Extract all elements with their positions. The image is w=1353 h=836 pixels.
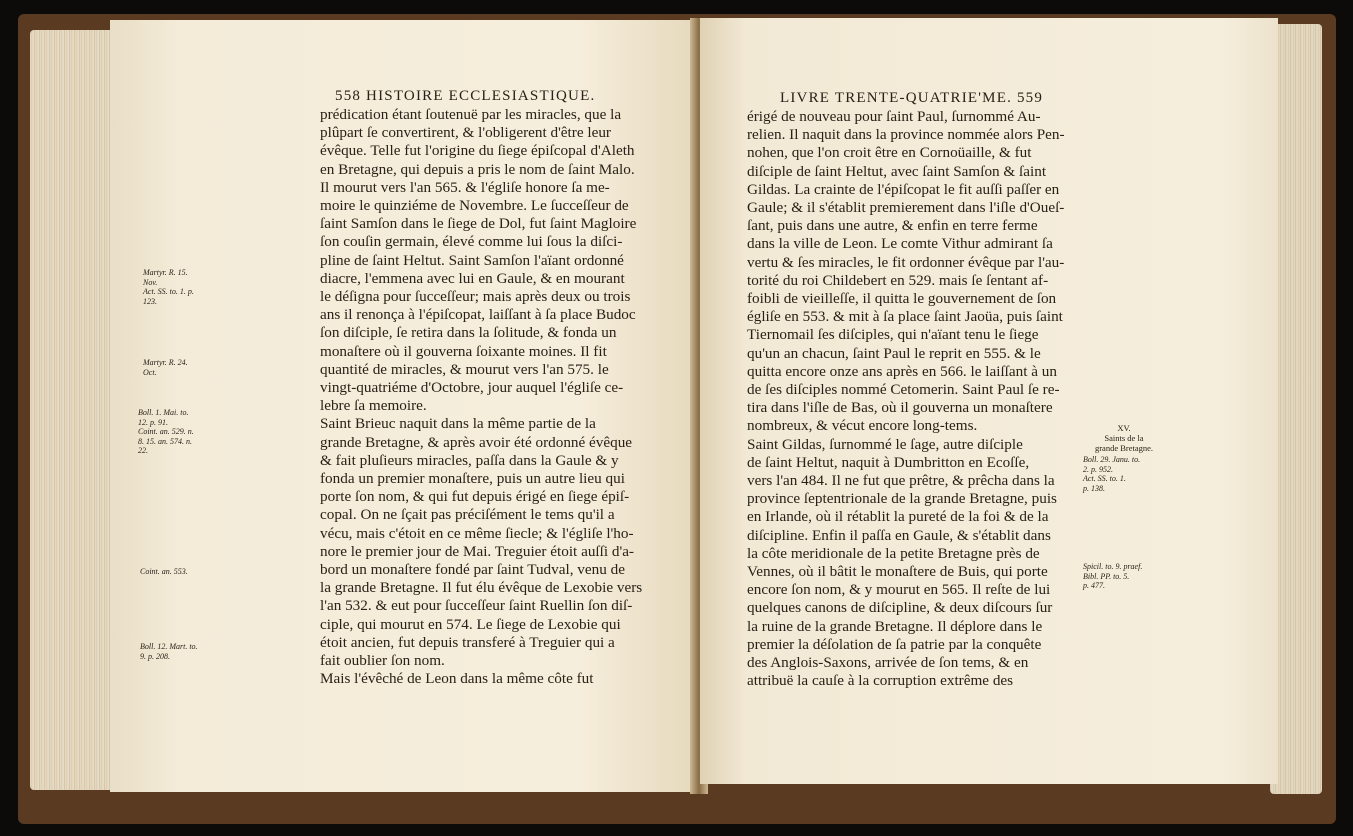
margin-note-line: 2. p. 952. [1083, 464, 1113, 474]
right-line: nombreux, & vécut encore long-tems. [747, 417, 978, 435]
margin-note-line: Martyr. R. 24. [143, 358, 188, 367]
margin-note-line: Coint. an. 529. n. [138, 427, 194, 436]
margin-note [138, 408, 194, 456]
left-line: ciple, qui mourut en 574. Le ſiege de Lexobie qui [320, 615, 621, 633]
right-line: foibli de vieilleſſe, il quitta le gouvernement de ſon [747, 290, 1057, 308]
right-line: Gildas. La crainte de l'épiſcopat le fit auſſi paſſer en [747, 180, 1060, 198]
right-line: érigé de nouveau pour ſaint Paul, ſurnommé Au- [747, 108, 1041, 125]
left-line: copal. On ne ſçait pas préciſément le tems qu'il a [320, 506, 615, 524]
margin-note [143, 268, 194, 306]
margin-note-line: 22. [138, 446, 148, 455]
right-line: diſciple de ſaint Heltut, avec ſaint Samſon & ſaint [747, 162, 1047, 180]
margin-note-line: p. 138. [1083, 483, 1105, 493]
right-line: premier la déſolation de ſa patrie par la conquête [747, 635, 1042, 653]
right-line: encore ſon nom, & y mourut en 565. Il reſte de lui [747, 581, 1051, 599]
margin-note-line: Nov. [143, 277, 158, 287]
right-line: vertu & ſes miracles, le fit ordonner évêque par l'au- [747, 253, 1065, 271]
margin-note-line: Act. SS. to. 1. [1083, 474, 1126, 483]
right-line: la ruine de la grande Bretagne. Il déplore dans le [747, 617, 1043, 635]
left-line: vécu, mais c'étoit en ce même ſiecle; & l'égliſe l'ho- [320, 524, 634, 542]
left-line: fonda un premier monaſtere, puis un autre lieu qui [320, 470, 625, 488]
right-line: égliſe en 553. & mit à ſa place ſaint Jaoüa, puis ſaint [747, 308, 1063, 326]
margin-note [143, 358, 188, 377]
left-line: nore le premier jour de Mai. Treguier étoit auſſi d'a- [320, 542, 634, 560]
right-line: en Irlande, où il rétablit la pureté de la foi & de la [747, 508, 1049, 526]
right-line: dans la ville de Leon. Le comte Vithur admirant ſa [747, 235, 1053, 253]
left-line: monaſtere où il gouverna ſoixante moines. Il fit [320, 342, 607, 360]
left-line: & fait pluſieurs miracles, paſſa dans la Gaule & y [320, 451, 619, 469]
margin-note [1083, 562, 1142, 591]
margin-note [140, 567, 188, 577]
margin-note-line: Martyr. R. 15. [143, 268, 188, 277]
left-line: moire le quinziéme de Novembre. Le ſucceſſeur de [320, 197, 629, 215]
left-line: évêque. Telle fut l'origine du ſiege épiſcopal d'Aleth [320, 142, 635, 160]
left-line: l'an 532. & eut pour ſucceſſeur ſaint Ruellin ſon diſ- [320, 597, 633, 615]
left-line: ſon diſciple, ſe retira dans la ſolitude, & fonda un [320, 324, 617, 342]
left-line: en Bretagne, qui depuis a pris le nom de ſaint Malo. [320, 160, 635, 178]
left-line: plûpart ſe convertirent, & l'obligerent d'être leur [320, 124, 611, 142]
right-page [700, 18, 1278, 784]
right-line: relien. Il naquit dans la province nommée alors Pen- [747, 126, 1065, 144]
right-line: Saint Gildas, ſurnommé le ſage, autre diſciple [747, 435, 1023, 453]
left-line: porte ſon nom, & qui fut depuis érigé en ſiege épiſ- [320, 488, 630, 506]
section-note-line: XV. [1117, 423, 1131, 433]
right-line: quitta encore onze ans après en 566. le laiſſant à un [747, 362, 1057, 380]
left-line: pline de ſaint Heltut. Saint Samſon l'aïant ordonné [320, 251, 624, 269]
margin-note-line: Act. SS. to. 1. p. [143, 287, 194, 296]
margin-note-line: Boll. 1. Mai. to. [138, 408, 189, 417]
margin-note-line: Oct. [143, 367, 157, 377]
right-line: ſant, puis dans une autre, & enfin en terre ferme [747, 217, 1038, 235]
margin-note-line: Bibl. PP. to. 5. [1083, 571, 1130, 581]
left-line: fait oublier ſon nom. [320, 652, 445, 670]
right-line: province ſeptentrionale de la grande Bretagne, puis [747, 490, 1057, 508]
right-line: tira dans l'iſle de Bas, où il gouverna un monaſtere [747, 399, 1053, 417]
left-line: bord un monaſtere fondé par ſaint Tudval, venu de [320, 561, 625, 579]
left-line: ſaint Samſon dans le ſiege de Dol, fut ſaint Magloire [320, 215, 637, 233]
left-page [110, 20, 695, 792]
right-line: la côte meridionale de la petite Bretagne près de [747, 544, 1040, 562]
right-line: Gaule; & il s'établit premierement dans l'iſle d'Oueſ- [747, 199, 1065, 217]
right-line: quelques canons de diſcipline, & deux diſcours ſur [747, 599, 1053, 617]
left-line: Saint Brieuc naquit dans la même partie de la [320, 415, 596, 433]
left-line: ſon couſin germain, élevé comme lui ſous la diſci- [320, 233, 623, 251]
left-body-text [320, 106, 682, 689]
left-line: la grande Bretagne. Il fut élu évêque de Lexobie vers [320, 579, 643, 597]
left-line: Mais l'évêché de Leon dans la même côte fut [320, 670, 594, 688]
left-line: étoit ancien, fut depuis transferé à Treguier qui a [320, 633, 615, 651]
right-line: torité du roi Childebert en 529. mais ſe ſentant af- [747, 271, 1049, 289]
right-line: de ſaint Heltut, naquit à Dumbritton en Ecoſſe, [747, 453, 1030, 471]
right-line: vers l'an 484. Il ne fut que prêtre, & prêcha dans la [747, 472, 1055, 490]
right-running-head: LIVRE TRENTE-QUATRIE'ME. 559 [780, 90, 1044, 106]
margin-note [1083, 455, 1140, 493]
right-line: qu'un an chacun, ſaint Paul le reprit en 555. & le [747, 344, 1041, 362]
left-line: lebre ſa memoire. [320, 397, 427, 415]
left-line: prédication étant ſoutenuë par les miracles, que la [320, 106, 622, 123]
left-line: grande Bretagne, & après avoir été ordonné évêque [320, 433, 633, 451]
margin-note-line: 123. [143, 296, 157, 306]
right-line: des Anglois-Saxons, arrivée de ſon tems, & en [747, 654, 1029, 672]
left-line: diacre, l'emmena avec lui en Gaule, & en mourant [320, 269, 625, 287]
margin-note-line: 9. p. 208. [140, 651, 170, 661]
margin-note-line: Boll. 29. Janu. to. [1083, 455, 1141, 464]
left-line: vingt-quatriéme d'Octobre, jour auquel l'égliſe ce- [320, 379, 624, 397]
margin-note-line: Coint. an. 553. [140, 567, 188, 576]
section-note-line: grande Bretagne. [1094, 443, 1154, 453]
margin-note-line: Spicil. to. 9. praef. [1083, 562, 1143, 571]
left-line: le déſigna pour ſucceſſeur; mais après deux ou trois [320, 288, 631, 306]
left-running-head: 558 HISTOIRE ECCLESIASTIQUE. [335, 88, 596, 104]
right-margin-notes [700, 18, 1278, 784]
right-line: diſcipline. Enfin il paſſa en Gaule, & s'établit dans [747, 526, 1051, 544]
margin-note-line: p. 477. [1083, 581, 1105, 590]
right-line: nohen, que l'on croit être en Cornoüaille, & fut [747, 144, 1032, 162]
right-line: Vennes, où il bâtit le monaſtere de Buis, qui porte [747, 563, 1048, 581]
margin-note-line: Boll. 12. Mart. to. [140, 642, 198, 651]
section-note-line: Saints de la [1104, 433, 1144, 443]
right-line: attribuë la cauſe à la corruption extrême des [747, 672, 1014, 690]
right-line: Tiernomail ſes diſciples, qui n'aïant tenu le ſiege [747, 326, 1039, 344]
left-line: ans il renonça à l'épiſcopat, laiſſant à ſa place Budoc [320, 306, 636, 324]
left-margin-notes [110, 20, 210, 792]
left-line: quantité de miracles, & mourut vers l'an 575. le [320, 360, 609, 378]
right-line: de ſes diſciples nommé Cetomerin. Saint Paul ſe re- [747, 381, 1060, 399]
margin-note [140, 642, 198, 661]
margin-note-line: 8. 15. an. 574. n. [138, 436, 192, 446]
left-line: Il mourut vers l'an 565. & l'égliſe honore ſa me- [320, 178, 610, 196]
margin-note-line: 12. p. 91. [138, 417, 168, 427]
